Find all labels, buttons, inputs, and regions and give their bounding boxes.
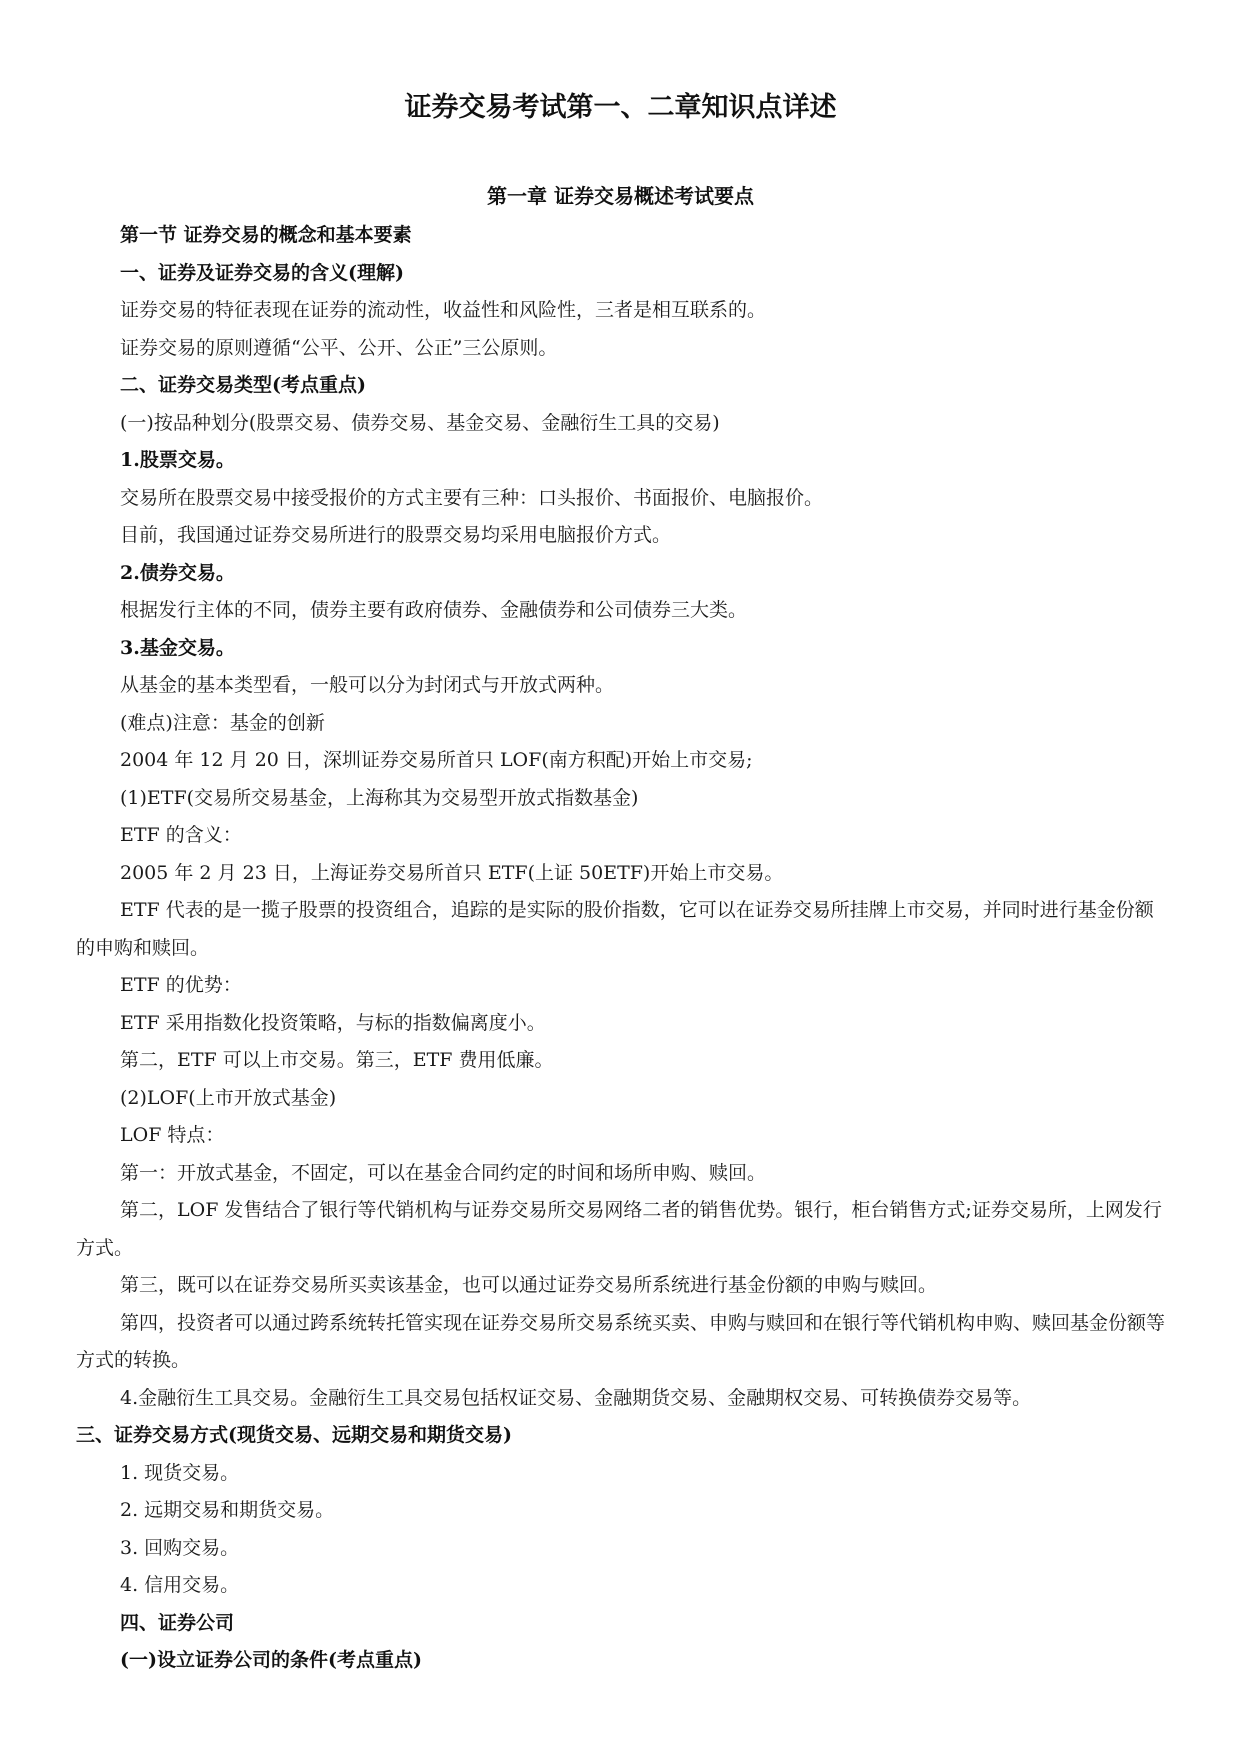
paragraph: 证券交易的特征表现在证券的流动性，收益性和风险性，三者是相互联系的。 <box>120 299 767 321</box>
paragraph: 根据发行主体的不同，债券主要有政府债券、金融债券和公司债券三大类。 <box>120 599 748 621</box>
paragraph: (一)按品种划分(股票交易、债券交易、基金交易、金融衍生工具的交易) <box>120 411 720 434</box>
paragraph: 2004 年 12 月 20 日，深圳证券交易所首只 LOF(南方积配)开始上市交易; <box>120 749 753 771</box>
paragraph: (1)ETF(交易所交易基金，上海称其为交易型开放式指数基金) <box>120 786 639 809</box>
subsection-heading: (一)设立证券公司的条件(考点重点) <box>120 1649 422 1671</box>
paragraph: (2)LOF(上市开放式基金) <box>120 1086 337 1109</box>
paragraph: ETF 的优势： <box>120 974 242 996</box>
list-item: 2. 远期交易和期货交易。 <box>120 1499 335 1521</box>
document-body <box>76 217 1168 1680</box>
section-heading: 第一节 证券交易的概念和基本要素 <box>120 224 412 246</box>
subsection-heading: 四、证券公司 <box>120 1611 235 1634</box>
document-title: 证券交易考试第一、二章知识点详述 <box>404 92 837 123</box>
paragraph: 第二，LOF 发售结合了银行等代销机构与证券交易所交易网络二者的销售优势。银行，柜台销售方式;证券交易所，上网发行方式。 <box>76 1199 1162 1259</box>
subsection-heading: 二、证券交易类型(考点重点) <box>120 374 366 396</box>
paragraph: 从基金的基本类型看，一般可以分为封闭式与开放式两种。 <box>120 674 615 696</box>
paragraph: 交易所在股票交易中接受报价的方式主要有三种：口头报价、书面报价、电脑报价。 <box>120 486 824 509</box>
paragraph: 4.金融衍生工具交易。金融衍生工具交易包括权证交易、金融期货交易、金融期权交易、可转换债券交易等。 <box>120 1386 1032 1409</box>
list-item: 3. 回购交易。 <box>120 1536 240 1559</box>
paragraph: (难点)注意：基金的创新 <box>120 711 325 734</box>
item-heading: 1.股票交易。 <box>120 449 235 471</box>
item-heading: 2.债券交易。 <box>120 561 235 584</box>
paragraph: 2005 年 2 月 23 日，上海证券交易所首只 ETF(上证 50ETF)开始上市交易。 <box>120 861 784 884</box>
paragraph: ETF 采用指数化投资策略，与标的指数偏离度小。 <box>120 1011 546 1034</box>
paragraph: ETF 的含义： <box>120 824 242 846</box>
paragraph: 第三，既可以在证券交易所买卖该基金，也可以通过证券交易所系统进行基金份额的申购与赎回。 <box>120 1274 938 1296</box>
list-item: 4. 信用交易。 <box>120 1574 240 1596</box>
paragraph: LOF 特点： <box>120 1124 225 1146</box>
list-item: 1. 现货交易。 <box>120 1461 240 1484</box>
paragraph: 第四，投资者可以通过跨系统转托管实现在证券交易所交易系统买卖、申购与赎回和在银行等代销机构申购、赎回基金份额等方式的转换。 <box>76 1311 1166 1371</box>
chapter-heading: 第一章 证券交易概述考试要点 <box>487 184 754 208</box>
subsection-heading: 一、证券及证券交易的含义(理解) <box>120 261 404 284</box>
paragraph: 第二，ETF 可以上市交易。第三，ETF 费用低廉。 <box>120 1049 554 1071</box>
paragraph: 目前，我国通过证券交易所进行的股票交易均采用电脑报价方式。 <box>120 524 672 546</box>
item-heading: 3.基金交易。 <box>120 636 235 659</box>
subsection-heading: 三、证券交易方式(现货交易、远期交易和期货交易) <box>76 1424 512 1446</box>
paragraph: 证券交易的原则遵循“公平、公开、公正”三公原则。 <box>120 336 558 359</box>
paragraph: ETF 代表的是一揽子股票的投资组合，追踪的是实际的股价指数，它可以在证券交易所挂牌上市交易，并同时进行基金份额的申购和赎回。 <box>76 899 1154 959</box>
paragraph: 第一：开放式基金，不固定，可以在基金合同约定的时间和场所申购、赎回。 <box>120 1161 767 1184</box>
